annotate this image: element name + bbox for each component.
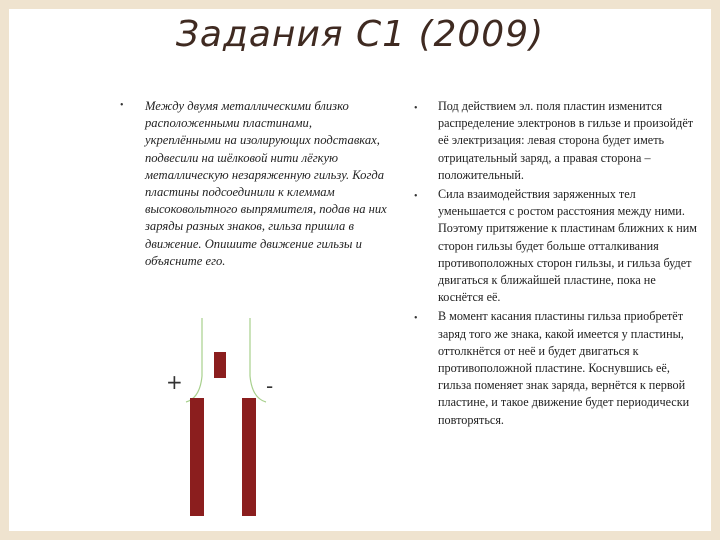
bullet-marker: •	[414, 191, 418, 203]
bullet-marker: •	[414, 103, 418, 114]
metal-sleeve	[214, 352, 226, 378]
answer-text: В момент касания пластины гильза приобретёт заряд того же знака, какой имеется у пластины, оттолкнётся от неё и будет двигаться к противоположной пластине. Коснувшись её, гильза поменяет знак заряда, вернётся к первой пластине, и такое движение будет периодически повторяться.	[438, 309, 690, 427]
plates-diagram	[150, 318, 300, 518]
positive-plate	[190, 398, 204, 516]
slide-title: Задания С1 (2009)	[175, 14, 545, 55]
bullet-marker: •	[120, 100, 124, 111]
answer-item	[410, 308, 700, 428]
field-line-left	[186, 318, 202, 402]
field-line-right	[250, 318, 266, 402]
answer-item	[410, 98, 700, 184]
minus-label: -	[266, 374, 274, 398]
problem-column	[120, 98, 388, 270]
answer-column	[410, 98, 700, 431]
problem-text: Между двумя металлическими близко расположенными пластинами, укреплёнными на изолирующих подставках, подвесили на шёлковой нити лёгкую металлическую незаряженную гильзу. Когда пластины подсоединили к клеммам высоковольтного выпрямителя, подав на них заряды разных знаков, гильза пришла в движение. Опишите движение гильзы и объясните его.	[145, 99, 387, 268]
bullet-marker: •	[414, 313, 418, 325]
plates-diagram-svg	[150, 318, 300, 518]
negative-plate	[242, 398, 256, 516]
plus-label: +	[166, 370, 183, 394]
answer-item	[410, 186, 700, 306]
answer-text: Сила взаимодействия заряженных тел уменьшается с ростом расстояния между ними. Поэтому притяжение к пластинам ближних к ним сторон гильзы будет больше отталкивания противоположных сторон гильзы, и гильза будет двигаться к ближайшей пластине, пока не коснётся её.	[438, 187, 697, 305]
answer-text: Под действием эл. поля пластин изменится распределение электронов в гильзе и произойдёт её электризация: левая сторона будет иметь отрицательный заряд, а правая сторона – положительный.	[438, 99, 694, 182]
